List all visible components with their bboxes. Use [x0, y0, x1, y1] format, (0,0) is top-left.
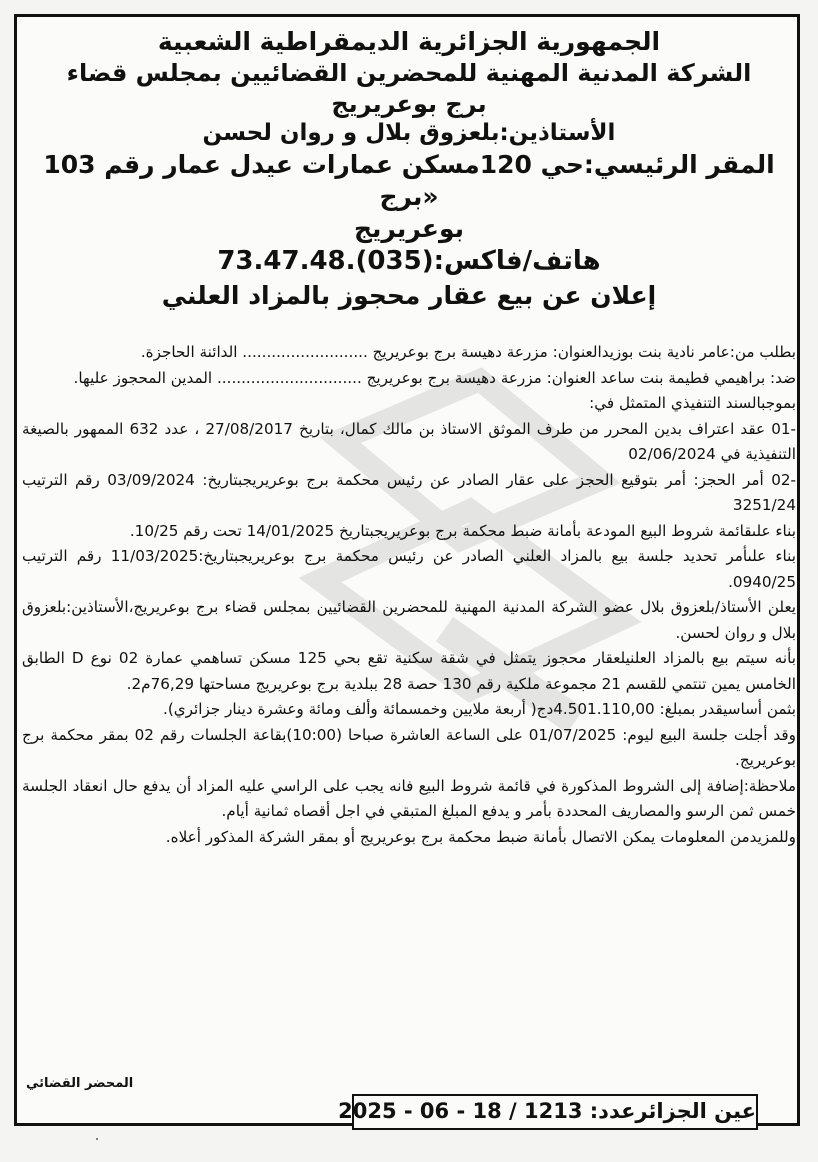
- company-name: الشركة المدنية المهنية للمحضرين القضائيين بمجلس قضاء: [66, 59, 752, 87]
- requester-paragraph: بطلب من:عامر نادية بنت بوزيدالعنوان: مزرعة دهيسة برج بوعريريج .......................... الدائنة الحاجزة.: [140, 343, 796, 361]
- bailiffs-names: الأستاذين:بلعزوق بلال و روان لحسن: [202, 120, 616, 147]
- announcement-paragraph: يعلن الأستاذ/بلعزوق بلال عضو الشركة المدنية المهنية للمحضرين القضائيين بمجلس قضاء برج بوعريريج،الأستاذين:بلعزوق بلال و روان لحسن.: [22, 598, 796, 642]
- notice-header: [22, 26, 796, 312]
- speck: [96, 1138, 98, 1140]
- company-location: برج بوعريريج: [331, 89, 487, 118]
- notice-title: إعلان عن بيع عقار محجوز بالمزاد العلني: [161, 281, 657, 311]
- property-description-paragraph: بأنه سيتم بيع بالمزاد العلنيلعقار محجوز يتمثل في شقة سكنية تقع بحي 125 مسكن تساهمي عمارة 02 نوع D الطابق الخامس يمين تنتمي للقسم 21 مجموعة ملكية رقم 130 حصة 28 ببلدية برج بوعريريج مساحتها 76,29م2.: [22, 649, 796, 693]
- base-price-paragraph: بثمن أساسيقدر بمبلغ: 4.501.110,00دج( أربعة ملايين وخمسمائة وألف ومائة وعشرة دينار جزائري).: [163, 700, 796, 718]
- sale-conditions-paragraph: بناء علىقائمة شروط البيع المودعة بأمانة ضبط محكمة برج بوعريريجبتاريخ 14/01/2025 تحت رقم 10/25.: [129, 521, 796, 540]
- executory-title-heading: بموجبالسند التنفيذي المتمثل في:: [589, 394, 796, 412]
- item-02-paragraph: -02 أمر الحجز: أمر بتوقيع الحجز على عقار الصادر عن رئيس محكمة برج بوعريريجبتاريخ: 03/09/2024 رقم الترتيب 3251/24: [22, 470, 797, 514]
- item-01-paragraph: -01 عقد اعتراف بدين المحرر من طرف الموثق الاستاذ بن مالك كمال، بتاريخ 27/08/2017 ، عدد 632 الممهور بالصيغة التنفيذية في 02/06/2024: [22, 419, 797, 463]
- publication-reference: عين الجزائرعدد: 1213 / 18 - 06 - 2025: [352, 1094, 758, 1130]
- note-paragraph: ملاحظة:إضافة إلى الشروط المذكورة في قائمة شروط البيع فانه يجب على الراسي عليه المزاد أن يدفع حال انعقاد الجلسة خمس ثمن الرسو والمصاريف المحددة بأمر و يدفع المبلغ المتبقي في اجل أقصاه ثمانية أيام.: [22, 776, 796, 820]
- session-order-paragraph: بناء علىأمر تحديد جلسة بيع بالمزاد العلني الصادر عن رئيس محكمة برج بوعريريجبتاريخ:11/03/2025 رقم الترتيب 0940/25.: [22, 547, 796, 591]
- signature-label: المحضر القضائي: [26, 1076, 134, 1091]
- phone-fax: هاتف/فاكس:(035).73.47.48: [217, 245, 601, 276]
- republic-title: الجمهورية الجزائرية الديمقراطية الشعبية: [157, 27, 661, 56]
- contact-paragraph: وللمزيدمن المعلومات يمكن الاتصال بأمانة ضبط محكمة برج بوعريريج أو بمقر الشركة المذكور أعلاه.: [165, 827, 796, 846]
- debtor-paragraph: ضد: براهيمي فطيمة بنت ساعد العنوان: مزرعة دهيسة برج بوعريريج .............................. المدين المحجوز عليها.: [73, 368, 796, 387]
- headquarters-city: بوعريريج: [353, 213, 465, 243]
- headquarters-address: المقر الرئيسي:حي 120مسكن عمارات عيدل عمار رقم 103 «برج: [43, 149, 775, 211]
- session-date-paragraph: وقد أجلت جلسة البيع ليوم: 01/07/2025 على الساعة العاشرة صباحا (10:00)بقاعة الجلسات رقم 02 بمقر محكمة برج بوعريريج.: [22, 725, 796, 769]
- notice-body: [22, 340, 796, 850]
